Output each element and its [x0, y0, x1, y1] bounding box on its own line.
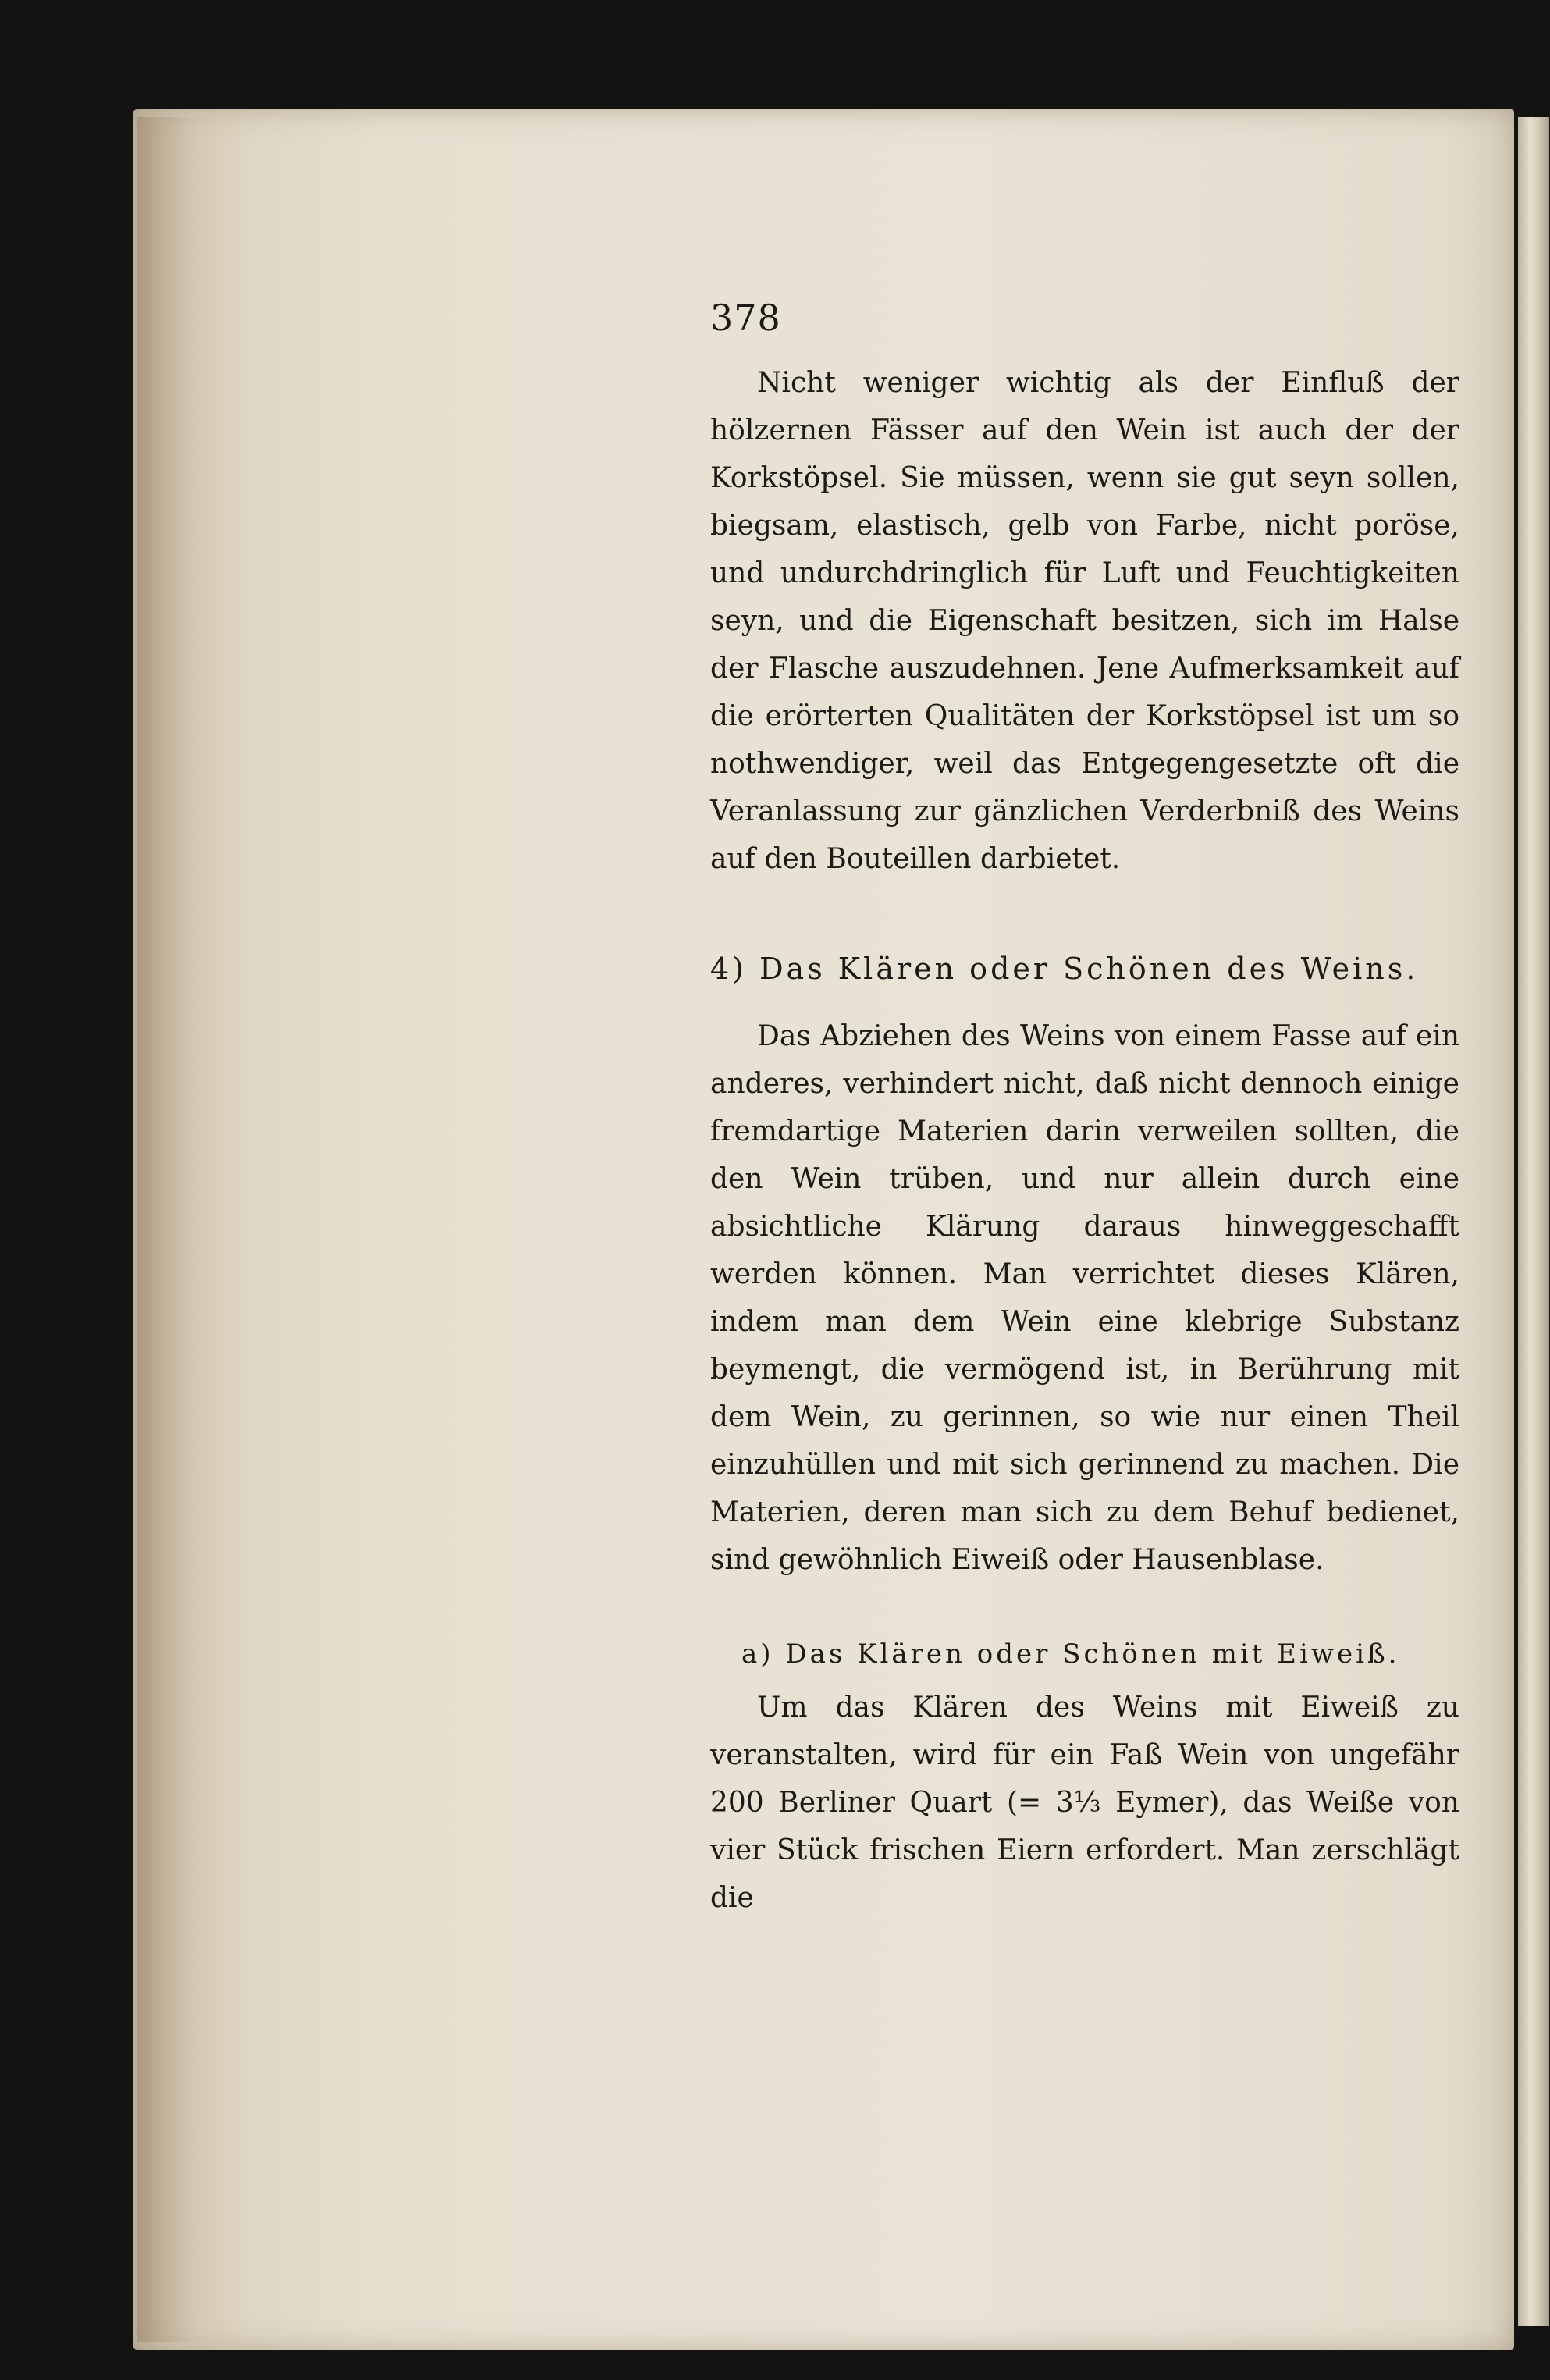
paragraph-egg-white: Um das Klären des Weins mit Eiweiß zu veranstalten, wird für ein Faß Wein von ungefähr 200 Berliner Quart (= 3⅓ Eymer), das Weiße von vier Stück frischen Eiern erfordert. Man zerschlägt die	[710, 1692, 1459, 1914]
page-edge	[1518, 117, 1549, 2326]
page-number: 378	[710, 297, 781, 339]
section-heading: 4) Das Klären oder Schönen des Weins.	[710, 952, 1419, 986]
subsection-heading: a) Das Klären oder Schönen mit Eiweiß.	[741, 1638, 1400, 1670]
worn-page-edge	[137, 117, 254, 2342]
text-block	[710, 297, 1459, 1922]
paragraph-corks: Nicht weniger wichtig als der Einfluß der hölzernen Fässer auf den Wein ist auch der der Korkstöpsel. Sie müssen, wenn sie gut seyn sollen, biegsam, elastisch, gelb von Farbe, nicht poröse, und undurchdringlich für Luft und Feuchtigkeiten seyn, und die Eigenschaft besitzen, sich im Halse der Flasche auszudehnen. Jene Aufmerksamkeit auf die erörterten Qualitäten der Korkstöpsel ist um so nothwendiger, weil das Entgegengesetzte oft die Veranlassung zur gänzlichen Verderbniß des Weins auf den Bouteillen darbietet.	[710, 367, 1459, 875]
paragraph-clarifying: Das Abziehen des Weins von einem Fasse auf ein anderes, verhindert nicht, daß nicht dennoch einige fremdartige Materien darin verweilen sollten, die den Wein trüben, und nur allein durch eine absichtliche Klärung daraus hinweggeschafft werden können. Man verrichtet dieses Klären, indem man dem Wein eine klebrige Substanz beymengt, die vermögend ist, in Berührung mit dem Wein, zu gerinnen, so wie nur einen Theil einzuhüllen und mit sich gerinnend zu machen. Die Materien, deren man sich zu dem Behuf bedienet, sind gewöhnlich Eiweiß oder Hausenblase.	[710, 1020, 1459, 1576]
